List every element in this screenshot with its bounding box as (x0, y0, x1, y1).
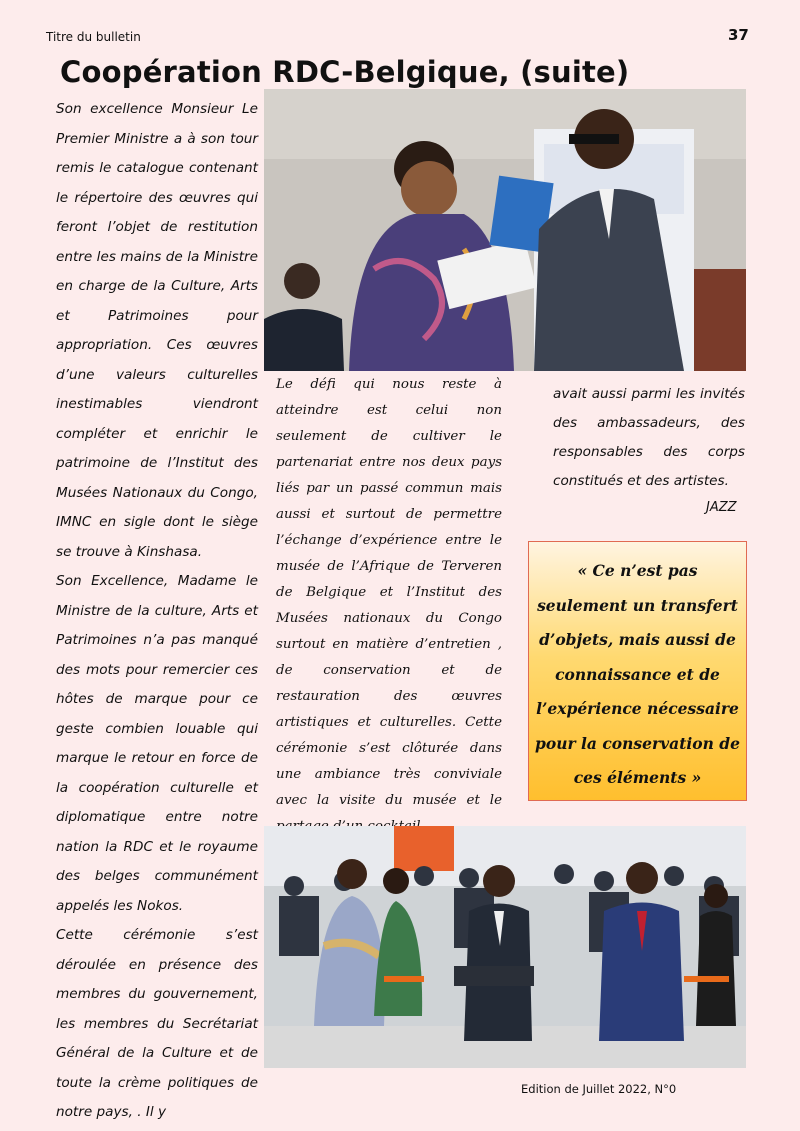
paragraph-2: Son Excellence, Madame le Ministre de la culture, Arts et Patrimoines n’a pas manqué des mots pour remercier ces hôtes de marque pour ce geste combien louable qui marque le retour en force de la coopération culturelle et diplomatique entre notre nation la RDC et le royaume des belges communément appelés les Nokos. (56, 573, 258, 914)
photo-ceremony-audience (264, 826, 746, 1068)
photo-catalogue-handover (264, 89, 746, 371)
text-column-3: avait aussi parmi les invités des ambassadeurs, des responsables des corps constitués et des artistes. (553, 386, 745, 489)
edition-footer: Edition de Juillet 2022, N°0 (521, 1082, 677, 1096)
text-column-2: Le défi qui nous reste à atteindre est celui non seulement de cultiver le partenariat entre nos deux pays liés par un passé commun mais aussi et surtout de permettre l’échange d’expérience entre le musée de l’Afrique de Terveren de Belgique et l’Institut des Musées nationaux du Congo surtout en matière d’entretien , de conservation et de restauration des œuvres artistiques et culturelles. Cette cérémonie s’est clôturée dans une ambiance très conviviale avec la visite du musée et le (276, 377, 502, 808)
paragraph-1: Son excellence Monsieur Le Premier Ministre a à son tour remis le catalogue contenant le répertoire des œuvres qui feront l’objet de restitution entre les mains de la Ministre en charge de la Culture, Arts et Patrimoines pour appropriation. Ces œuvres d’une valeurs culturelles inestimables viendront compléter et enrichir le patrimoine de l’Institut des Musées Nationaux du Congo, IMNC en sigle dont le siège se trouve à Kinshasa. (56, 101, 258, 560)
page-number: 37 (728, 26, 749, 44)
bulletin-title: Titre du bulletin (46, 30, 141, 44)
text-column-1 (56, 95, 258, 1128)
pull-quote: « Ce n’est pas seulement un transfert d’objets, mais aussi de connaissance et de l’expérience nécessaire pour la conservation de ces éléments » (528, 541, 747, 801)
author-signature: JAZZ (706, 500, 737, 515)
paragraph-3: Cette cérémonie s’est déroulée en présence des membres du gouvernement, les membres du Secrétariat Général de la Culture et de toute la crème politiques de notre pays, . Il y (56, 927, 258, 1120)
article-title: Coopération RDC-Belgique, (suite) (60, 55, 630, 89)
